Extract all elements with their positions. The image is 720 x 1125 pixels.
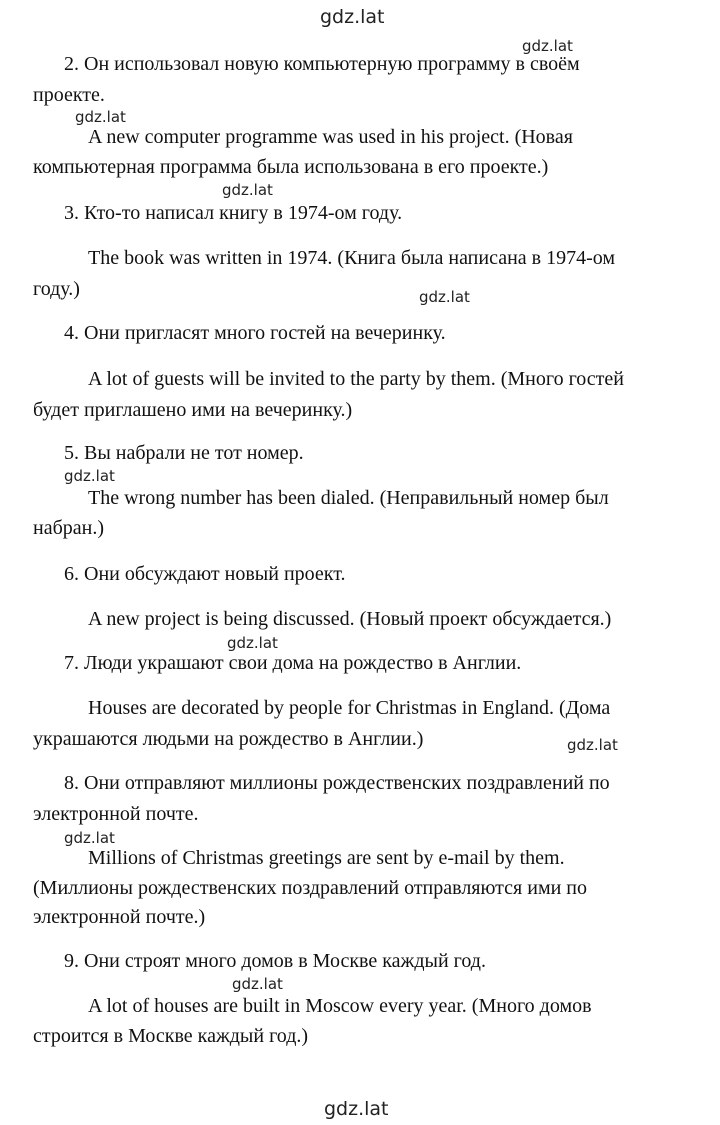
answer-text: Millions of Christmas greetings are sent by e-mail by them.: [88, 847, 565, 869]
watermark: gdz.lat: [227, 634, 278, 652]
watermark: gdz.lat: [64, 829, 115, 847]
answer-text: украшаются людьми на рождество в Англии.): [33, 728, 424, 750]
watermark: gdz.lat: [567, 736, 618, 754]
answer-text: (Миллионы рождественских поздравлений отправляются ими по: [33, 877, 588, 899]
answer-text: компьютерная программа была использована в его проекте.): [33, 156, 549, 178]
answer-text: A lot of houses are built in Moscow every year. (Много домов: [88, 995, 592, 1017]
question-text: 9. Они строят много домов в Москве каждый год.: [64, 950, 486, 972]
answer-text: A new computer programme was used in his project. (Новая: [88, 126, 573, 148]
watermark: gdz.lat: [419, 288, 470, 306]
answer-text: электронной почте.): [33, 906, 206, 928]
question-text: 5. Вы набрали не тот номер.: [64, 442, 304, 464]
question-text-cont: проекте.: [33, 84, 105, 106]
watermark-footer: gdz.lat: [324, 1098, 389, 1120]
watermark: gdz.lat: [232, 975, 283, 993]
answer-text: The wrong number has been dialed. (Неправильный номер был: [88, 487, 609, 509]
watermark-header: gdz.lat: [320, 6, 385, 28]
answer-text: году.): [33, 278, 80, 300]
answer-text: строится в Москве каждый год.): [33, 1025, 309, 1047]
question-text: 8. Они отправляют миллионы рождественских поздравлений по: [64, 772, 610, 794]
watermark: gdz.lat: [222, 181, 273, 199]
watermark: gdz.lat: [75, 108, 126, 126]
answer-text: A lot of guests will be invited to the party by them. (Много гостей: [88, 368, 624, 390]
answer-text: A new project is being discussed. (Новый проект обсуждается.): [88, 608, 612, 630]
answer-text: The book was written in 1974. (Книга была написана в 1974-ом: [88, 247, 616, 269]
question-text-cont: электронной почте.: [33, 803, 199, 825]
question-text: 6. Они обсуждают новый проект.: [64, 563, 346, 585]
answer-text: набран.): [33, 517, 104, 539]
watermark: gdz.lat: [522, 37, 573, 55]
watermark: gdz.lat: [64, 467, 115, 485]
question-text: 3. Кто-то написал книгу в 1974-ом году.: [64, 202, 403, 224]
answer-text: будет приглашено ими на вечеринку.): [33, 399, 353, 421]
question-text: 4. Они пригласят много гостей на вечеринку.: [64, 322, 446, 344]
answer-text: Houses are decorated by people for Christmas in England. (Дома: [88, 697, 611, 719]
question-text: 7. Люди украшают свои дома на рождество в Англии.: [64, 652, 522, 674]
question-text: 2. Он использовал новую компьютерную программу в своём: [64, 53, 580, 75]
